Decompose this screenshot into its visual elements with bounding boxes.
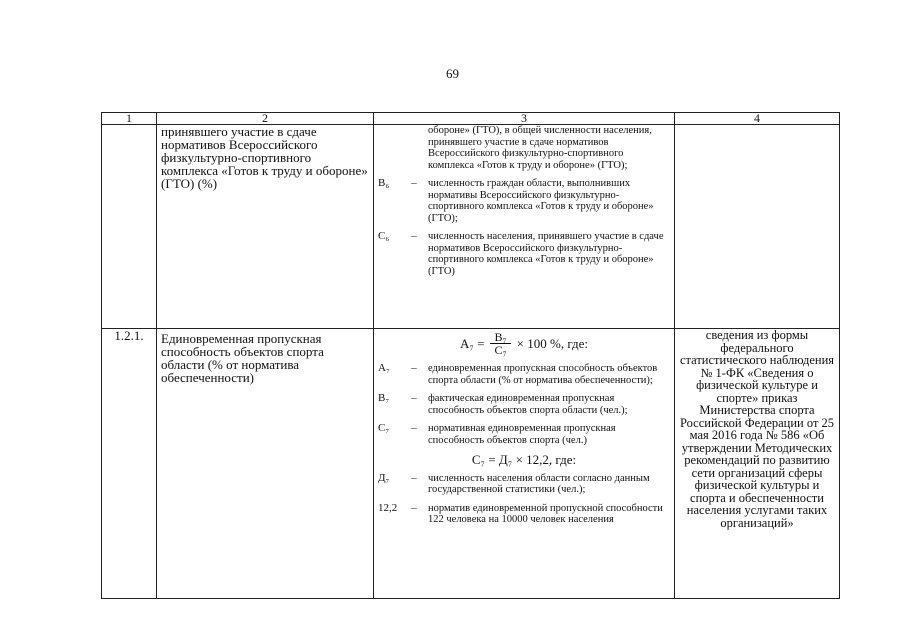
row2-indicator-name: Единовременная пропускная способность объектов спорта области (% от норматива обеспеченности) bbox=[157, 329, 374, 599]
row2-source-cell: сведения из формы федерального статистического наблюдения № 1-ФК «Сведения о физической культуре и спорте» приказ Министерства спорта Российской Федерации от 25 мая 2016 года № 586 «Об утверждении Методических рекомендаций по развитию сети организаций сферы физической культуры и спорта и обеспеченности населения услугами таких организаций» bbox=[675, 329, 840, 599]
fraction-numerator: В₇ bbox=[490, 331, 510, 344]
row1-source-cell bbox=[675, 125, 840, 329]
variable-symbol: В₇ bbox=[378, 392, 390, 404]
row1-method-cell bbox=[374, 125, 675, 329]
variable-row bbox=[378, 393, 670, 416]
variable-symbol: С₆ bbox=[378, 230, 390, 242]
variable-symbol: А₇ bbox=[378, 362, 390, 374]
variable-row bbox=[378, 231, 670, 277]
row1-number-cell bbox=[102, 125, 157, 329]
variable-description: норматив единовременной пропускной способности 122 человека на 10000 человек населения bbox=[428, 502, 663, 525]
row1-indicator-name: принявшего участие в сдаче нормативов Всероссийского физкультурно-спортивного комплекса «Готов к труду и обороне» (ГТО) (%) bbox=[157, 125, 374, 329]
variable-row bbox=[378, 503, 670, 526]
row2-method-cell bbox=[374, 329, 675, 599]
variable-description: нормативная единовременная пропускная способность объектов спорта (чел.) bbox=[428, 423, 616, 446]
page-number: 69 bbox=[446, 66, 459, 81]
table-row bbox=[102, 125, 840, 329]
variable-row bbox=[378, 178, 670, 224]
variable-row bbox=[378, 363, 670, 386]
indicator-table bbox=[101, 112, 840, 599]
formula-lhs: А₇ = bbox=[459, 335, 485, 351]
variable-symbol: 12,2 bbox=[378, 501, 398, 514]
header-cell-1: 1 bbox=[102, 113, 157, 125]
variable-dash: – bbox=[411, 362, 417, 374]
row1-intro-text: обороне» (ГТО), в общей численности населения, принявшего участие в сдаче нормативов Всероссийского физкультурно-спортивного комплекса «Готов к труду и обороне» (ГТО); bbox=[428, 125, 652, 171]
variable-description: численность населения области согласно данным государственной статистики (чел.); bbox=[428, 472, 650, 495]
formula-rhs: × 100 %, где: bbox=[516, 335, 589, 351]
row2-number-cell: 1.2.1. bbox=[102, 329, 157, 599]
variable-dash: – bbox=[411, 177, 417, 189]
header-cell-3: 3 bbox=[374, 113, 675, 125]
table-row bbox=[102, 329, 840, 599]
variable-dash: – bbox=[411, 230, 417, 242]
variable-symbol: Д₇ bbox=[378, 471, 390, 484]
variable-row bbox=[378, 473, 670, 496]
variable-description: фактическая единовременная пропускная способность объектов спорта области (чел.); bbox=[428, 393, 628, 416]
variable-description: численность граждан области, выполнивших нормативы Всероссийского физкультурно-спортивного комплекса «Готов к труду и обороне» (ГТО); bbox=[428, 178, 654, 224]
table-header-row bbox=[102, 113, 840, 125]
variable-symbol: В₆ bbox=[378, 177, 390, 189]
variable-description: единовременная пропускная способность объектов спорта области (% от норматива обеспеченности); bbox=[428, 363, 658, 386]
header-cell-4: 4 bbox=[675, 113, 840, 125]
variable-row bbox=[378, 423, 670, 446]
variable-description: численность населения, принявшего участие в сдаче нормативов Всероссийского физкультурно-спортивного комплекса «Готов к труду и обороне» (ГТО) bbox=[428, 231, 664, 277]
formula-c7: С₇ = Д₇ × 12,2, где: bbox=[471, 452, 577, 467]
variable-dash: – bbox=[411, 471, 417, 484]
variable-symbol: С₇ bbox=[378, 422, 390, 434]
formula-a7 bbox=[378, 331, 670, 356]
variable-dash: – bbox=[411, 422, 417, 434]
fraction-denominator: С₇ bbox=[494, 343, 507, 357]
variable-dash: – bbox=[411, 501, 417, 514]
header-cell-2: 2 bbox=[157, 113, 374, 125]
variable-dash: – bbox=[411, 392, 417, 404]
formula-fraction bbox=[490, 331, 510, 356]
